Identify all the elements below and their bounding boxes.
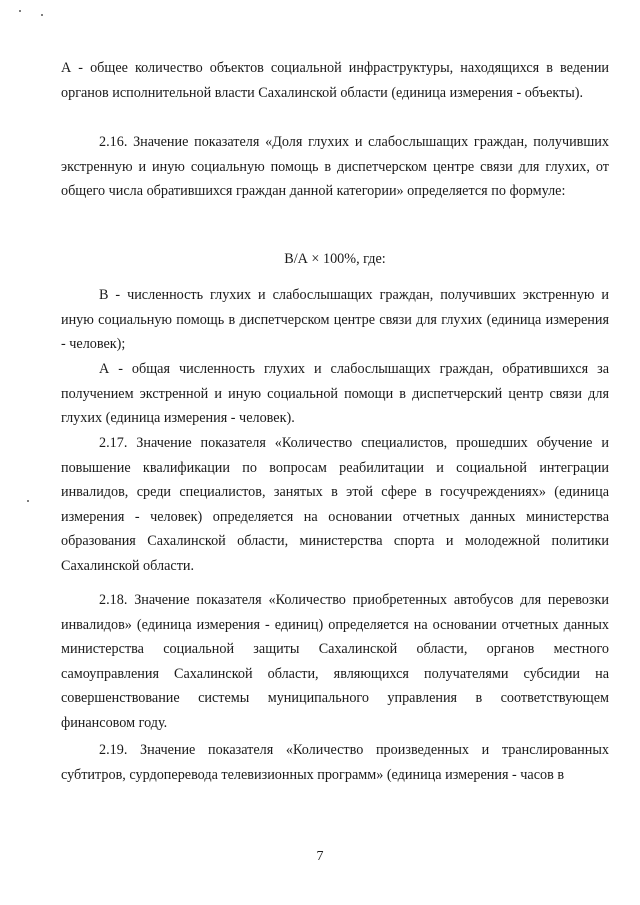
formula: В/А × 100%, где:: [284, 251, 386, 267]
paragraph-a-definition: А - общая численность глухих и слабослышащих граждан, обратившихся за получением экстренной и иную социальной помощи в диспетчерский центр связи для глухих (единица измерения - человек).: [61, 361, 609, 427]
scan-speck: [19, 10, 21, 12]
paragraph-2-16: 2.16. Значение показателя «Доля глухих и слабослышащих граждан, получивших экстренную и иную социальную помощь в диспетчерском центре связи для глухих, от общего числа обратившихся граждан данной категории» определяется по формуле:: [61, 134, 609, 200]
paragraph-2-19: 2.19. Значение показателя «Количество произведенных и транслированных субтитров, сурдоперевода телевизионных программ» (единица измерения - часов в: [61, 742, 609, 783]
paragraph-b-definition: В - численность глухих и слабослышащих граждан, получивших экстренную и иную социальную помощь в диспетчерском центре связи для глухих (единица измерения - человек);: [61, 287, 609, 353]
scan-speck: [27, 500, 29, 502]
scan-speck: [41, 14, 43, 16]
page-number: 7: [316, 849, 324, 864]
paragraph-2-18: 2.18. Значение показателя «Количество приобретенных автобусов для перевозки инвалидов» (единица измерения - единиц) определяется на основании отчетных данных министерства социальной защиты Сахалинской области, органов местного самоуправления Сахалинской области, являющихся получателями субсидии на совершенствование системы муниципального управления в соответствующем финансовом году.: [61, 592, 609, 731]
paragraph-2-17: 2.17. Значение показателя «Количество специалистов, прошедших обучение и повышение квалификации по вопросам реабилитации и социальной интеграции инвалидов, среди специалистов, занятых в этой сфере в госучреждениях» (единица измерения - человек) определяется на основании отчетных данных министерства образования Сахалинской области, министерства спорта и молодежной политики Сахалинской области.: [61, 435, 609, 574]
paragraph-objects-definition: А - общее количество объектов социальной инфраструктуры, находящихся в ведении органов исполнительной власти Сахалинской области (единица измерения - объекты).: [61, 60, 609, 101]
